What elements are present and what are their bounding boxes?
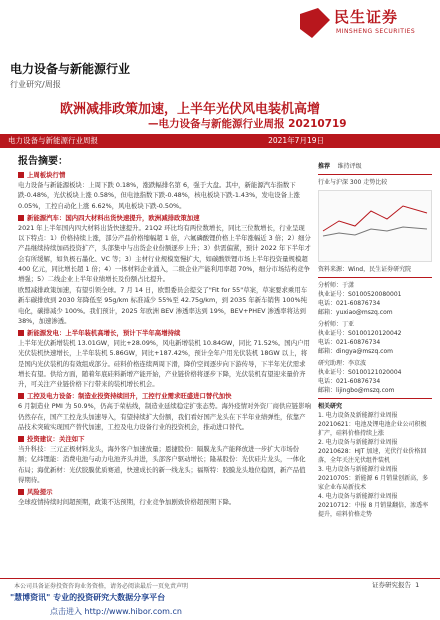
- trend-chart: [318, 190, 432, 262]
- related-item[interactable]: 4. 电力设备与新能源行业周报 20210712：中报 8 月销量翻倍，渗透率提升，硅料价格走势: [318, 493, 429, 518]
- rating-row: 推荐 维持评级: [318, 163, 362, 170]
- bullet-icon: [18, 489, 24, 495]
- section-body: 欧盟减排政策加速，有望引领全球。7 月 14 日，欧盟委员会提交了"Fit for 55"草案，草案要求乘用车新车碳排放到 2030 年降低至 95g/km 标准减少 55%至 42.75g/km，到 2035 年新车销售 100%纯电化，碳排减少 100%。我们预计，2025 年欧洲 BEV 渗透率达到 19%，BEV+PHEV 渗透率将达到 38%，加速渗透。: [18, 286, 308, 325]
- section-head: 工控及电力设备：制造业投资持续回升，工控行业需求旺盛进口替代加快: [18, 391, 311, 401]
- related-item[interactable]: 1. 电力设备及新能源行业周报 20210621：电池及锂电池企业公司积极扩产，硅料价格持续上涨: [318, 412, 427, 437]
- related-item[interactable]: 2. 电力设备与新能源行业周报 20210628：HJT 加速，光伏行业价格回落，全年关注光伏组件装机: [318, 439, 427, 464]
- section-body: 全球疫情持续时间超预期，政策不达预期，行业竞争加剧致价格超预期下降。: [18, 498, 236, 507]
- report-subtitle: —电力设备与新能源行业周报 20210719: [148, 118, 347, 130]
- header-bar-left: 电力设备与新能源行业周报: [8, 136, 98, 145]
- section-body: 2021 年上半年国内四大材料出货快速提升。21Q2 环比均有两位数增长，同比三位数增长，行业呈现以下特点：1）价格持续上涨，部分产品价格缩幅超 1 倍，六氟磷酸锂价格上半年涨幅近 3 倍；2）细分产品继续持续加码投资扩产，头部集中与出货企业份额逐步上升；3）供需偏紧，预计 2022 年下半年才会有所缓解，如负极石墨化、VC 等；3）主材行业规模宽慢扩大，如碳酸铁锂市场上半年投资量规模超 400 亿元，同比增长超 1 倍；4）一体材料企业涌入，二级企业产能利用率超 70%，细分市场结构竞争增强；5）二线企业上半年业绩增长及份额占比提升。: [18, 224, 311, 284]
- analyst-0: 分析师：于潇 执业证号：S0100520080001 电话：021-60876734 邮箱：yuxiao@mszq.com: [318, 282, 402, 316]
- section-head: 风险提示: [18, 487, 311, 497]
- section-head: 投资建议：关注如下: [18, 434, 311, 444]
- analyst-2: 研究助理：李京波 执业证号：S0100121020004 电话：021-60876734 邮箱：lijingbo@mszq.com: [318, 360, 402, 394]
- company-logo: [300, 6, 430, 44]
- chart-source: 资料来源：Wind，民生证券研究院: [318, 266, 412, 273]
- section-head: 上周板块行情: [18, 170, 311, 180]
- section-head: 新能源汽车：国内四大材料出货快速提升，欧洲减排政策加速: [18, 213, 311, 223]
- index-line: [323, 227, 427, 236]
- report-date: 2021年7月19日: [268, 136, 324, 145]
- section-body: 电力设备与新能源板块：上周下跌 0.18%，涨跌幅排名第 6，强于大盘。其中，新能源汽车指数下跌-0.48%，光伏板块上涨 0.58%，但电池指数下跌-0.48%，核电板块下跌-1.43%，发电设备上涨 0.05%，工控自动化上涨 6.62%，风电板块下跌-0.50%。: [18, 181, 300, 210]
- bullet-icon: [18, 436, 24, 442]
- footer-divider: [0, 578, 440, 579]
- bullet-icon: [18, 393, 24, 399]
- sector-title: 电力设备与新能源行业: [10, 62, 131, 76]
- abstract-heading: 报告摘要：: [18, 156, 68, 167]
- report-type: 行业研究/周报: [10, 80, 61, 89]
- bullet-icon: [18, 330, 24, 336]
- section-body: 6 月制造业 PMI 为 50.9%，仍高于荣枯线，制造业延续稳定扩张态势。海外疫情对外资厂商供应链影响仍然存在，国产工控龙头加速导入，有望持续扩大份额，我们看好国产龙头在下半年业绩弹性，依靠产品技术突破实现国产替代加速，工控及电力设备行业的投资机会，推动进口替代。: [18, 402, 311, 431]
- report-title: 欧洲减排政策加速，上半年光伏风电装机高增: [60, 102, 321, 117]
- trend-chart-svg: [319, 191, 431, 261]
- section-head: 新能源发电：上半年装机高增长，预计下半年高增持续: [18, 328, 311, 338]
- footer-disclaimer: 本公司具备证券投资咨询业务资格，请务必阅读最后一页免责声明: [14, 583, 189, 590]
- watermark-link[interactable]: 点击进入 http://www.hibor.com.cn: [50, 607, 182, 616]
- section-body: 上半年光伏新增装机 13.01GW，同比+28.09%，风电新增装机 10.84GW，同比 71.52%。国内户用光伏装机快速增长，上半年装机 5.86GW，同比+187.42%，预计全年户用光伏装机 18GW 以上，将是国内光伏装机的有效组成部分。硅料价格连续两周下滑，降价空间逐步向下游传导，下半年光伏需求增长有望。供给方面，随着年底硅料新增产能开始，产业链价格将逐步下降，光伏装机有望迎来量价齐升，可关注产业链价格下行带来的装机增长机会。: [18, 339, 310, 389]
- chart-title: 行业与沪深 300 走势比较: [318, 179, 388, 186]
- main-content: [18, 168, 311, 509]
- sidebar: [318, 162, 432, 519]
- footer-page: 证券研究报告 1: [372, 581, 420, 589]
- bullet-icon: [18, 172, 24, 178]
- section-body: 当升科技：三元正极材料龙头，海外客户加速放量；恩捷股份：隔膜龙头产能释放进一步扩大市场份额；亿纬锂能：消费电池与动力电池齐头并进，头部客户驱动增长；隆基股份：光伏硅片龙头，一体化布局；海优新材：光伏胶膜优质赛道，快速成长的新一线龙头；福斯特：胶膜龙头地位稳固，新产品值得期待。: [18, 445, 306, 484]
- logo-mark-icon: [300, 8, 330, 38]
- logo-name-cn: 民生证券: [334, 8, 399, 26]
- related-item[interactable]: 3. 电力设备与新能源行业周报 20210705：新能源 6 月销量创新高，多家企业布局新技术: [318, 466, 429, 491]
- logo-name-en: MINSHENG SECURITIES: [336, 28, 416, 35]
- header-bar: [0, 134, 440, 148]
- related-title: 相关研究: [318, 403, 343, 410]
- analyst-1: 分析师：丁亚 执业证号：S0100120120042 电话：021-60876734 邮箱：dingya@mszq.com: [318, 321, 402, 355]
- bullet-icon: [18, 215, 24, 221]
- watermark-brand: "慧博资讯" 专业的投资研究大数据分享平台: [10, 593, 166, 602]
